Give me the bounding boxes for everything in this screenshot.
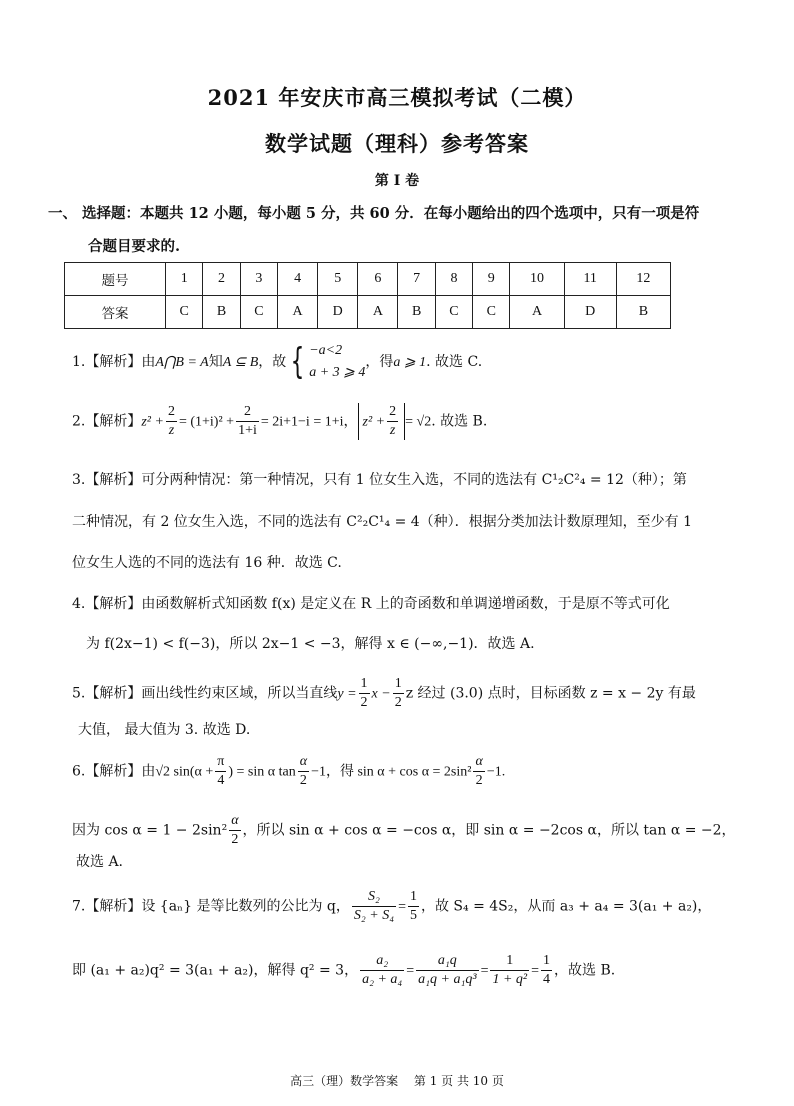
table-row-answers: [65, 296, 671, 329]
fraction: $\frac{\alpha}{2}$: [475, 754, 483, 788]
table-cell: B: [398, 296, 435, 329]
table-row-numbers: [65, 263, 671, 296]
table-cell: D: [318, 296, 358, 329]
table-cell: 10: [510, 263, 564, 296]
solution-7-line2: 即 (a₁ + a₂)q² = 3(a₁ + a₂)，解得 q² = 3， $\frac{\text{a₂}}{\text{a₂ + a₄}}$ = $\frac{\text{a₁q}}{\text{a₁q + a₁q³}}$ = $\frac{1}{\text{1 + q²}}$ = $\frac{1}{4}$ ，故选 B.: [72, 953, 616, 987]
table-cell: 2: [203, 263, 240, 296]
table-cell: A: [278, 296, 318, 329]
solution-2: 2.【解析】z² + $\frac{2}{z}$ = (1+i)² + $\frac{2}{1+i}$ = 2i+1−i = 1+i， z² + $\frac{2}{z}$ = √2. 故选 B.: [72, 404, 488, 438]
solution-5-line1: 5.【解析】画出线性约束区域，所以当直线y = $\frac{1}{2}$ x − $\frac{1}{2}$ z 经过 (3.0) 点时，目标函数 z = x − 2y 有最: [72, 676, 696, 710]
inequality-system: −a<2 a + 3 ⩾ 4: [309, 343, 366, 380]
solution-6-line2: 因为 cos α = 1 − 2sin² $\frac{\alpha}{2}$ ，所以 sin α + cos α = −cos α，即 sin α = −2cos α，所以 tan α = −2，: [72, 813, 736, 847]
solution-3-line2: 二种情况，有 2 位女生入选，不同的选法有 C²₂C¹₄ = 4（种）．根据分类加法计数原理知，至少有 1: [72, 514, 693, 530]
fraction: $\frac{\text{a₁q}}{\text{a₁q + a₁q³}}$: [418, 953, 477, 987]
solution-3-line3: 位女生人选的不同的选法有 16 种．故选 C.: [72, 555, 342, 571]
fraction: $\frac{2}{z}$: [389, 404, 397, 438]
solution-1: 1.【解析】由A⋂B = A知A ⊆ B，故 { −a<2 a + 3 ⩾ 4 ，得a ⩾ 1. 故选 C.: [72, 341, 483, 382]
table-cell: 6: [358, 263, 398, 296]
fraction: $\frac{2}{1+i}$: [238, 404, 257, 438]
table-cell: A: [510, 296, 564, 329]
solution-6-line3: 故选 A.: [76, 854, 124, 870]
table-cell: 12: [616, 263, 670, 296]
solution-4-line2: 为 f(2x−1) < f(−3)，所以 2x−1 < −3，解得 x ∈ (−∞,−1)．故选 A.: [86, 636, 535, 652]
table-cell: 4: [278, 263, 318, 296]
table-cell: 7: [398, 263, 435, 296]
table-cell: 3: [240, 263, 277, 296]
fraction: $\frac{\alpha}{2}$: [299, 754, 308, 788]
table-header-cell: 题号: [65, 263, 166, 296]
solution-7-line1: 7.【解析】设 {aₙ} 是等比数列的公比为 q， $\frac{\text{S₂}}{\text{S₂ + S₄}}$ = $\frac{1}{5}$ ，故 S₄ = 4S₂，从而 a₃ + a₄ = 3(a₁ + a₂)，: [72, 889, 712, 923]
fraction: $\frac{\text{a₂}}{\text{a₂ + a₄}}$: [362, 953, 403, 987]
table-cell: C: [435, 296, 472, 329]
left-brace: {: [290, 341, 305, 382]
answer-table: [64, 262, 671, 329]
table-cell: C: [473, 296, 510, 329]
table-cell: 11: [564, 263, 616, 296]
table-cell: 8: [435, 263, 472, 296]
fraction: $\frac{1}{5}$: [409, 889, 417, 923]
document-title: 2021 年安庆市高三模拟考试（二模）: [207, 85, 587, 110]
page-footer: 高三（理）数学答案 第 1 页 共 10 页: [290, 1074, 504, 1088]
fraction: $\frac{1}{\text{1 + q²}}$: [492, 953, 528, 987]
table-cell: C: [166, 296, 203, 329]
table-cell: B: [203, 296, 240, 329]
section-heading-line2: 合题目要求的.: [88, 238, 181, 255]
fraction: $\frac{2}{z}$: [167, 404, 175, 438]
fraction: $\frac{\alpha}{2}$: [231, 813, 239, 847]
part-heading: 第 I 卷: [374, 173, 420, 189]
table-header-cell: 答案: [65, 296, 166, 329]
solution-6-line1: 6.【解析】由√2 sin(α + $\frac{\pi}{4}$ ) = sin α tan $\frac{\alpha}{2}$ −1，得 sin α + cos α = 2sin² $\frac{\alpha}{2}$ −1.: [72, 754, 506, 788]
absolute-value: z² + $\frac{2}{z}$: [358, 403, 406, 440]
document-subtitle: 数学试题（理科）参考答案: [265, 131, 529, 156]
fraction: $\frac{1}{2}$: [360, 676, 368, 710]
table-cell: 1: [166, 263, 203, 296]
table-cell: 5: [318, 263, 358, 296]
fraction: $\frac{1}{2}$: [394, 676, 402, 710]
table-cell: A: [358, 296, 398, 329]
fraction: $\frac{1}{4}$: [543, 953, 551, 987]
table-cell: D: [564, 296, 616, 329]
solution-4-line1: 4.【解析】由函数解析式知函数 f(x) 是定义在 R 上的奇函数和单调递增函数，于是原不等式可化: [72, 596, 670, 612]
table-cell: 9: [473, 263, 510, 296]
section-heading-line1: 一、 选择题：本题共 12 小题，每小题 5 分，共 60 分．在每小题给出的四个选项中，只有一项是符: [48, 205, 700, 222]
fraction: $\frac{\pi}{4}$: [217, 754, 225, 788]
table-cell: C: [240, 296, 277, 329]
solution-3-line1: 3.【解析】可分两种情况：第一种情况，只有 1 位女生入选，不同的选法有 C¹₂C²₄ = 12（种）；第: [72, 472, 687, 488]
fraction: $\frac{\text{S₂}}{\text{S₂ + S₄}}$: [353, 889, 395, 923]
table-cell: B: [616, 296, 670, 329]
solution-5-line2: 大值， 最大值为 3. 故选 D.: [78, 722, 251, 738]
